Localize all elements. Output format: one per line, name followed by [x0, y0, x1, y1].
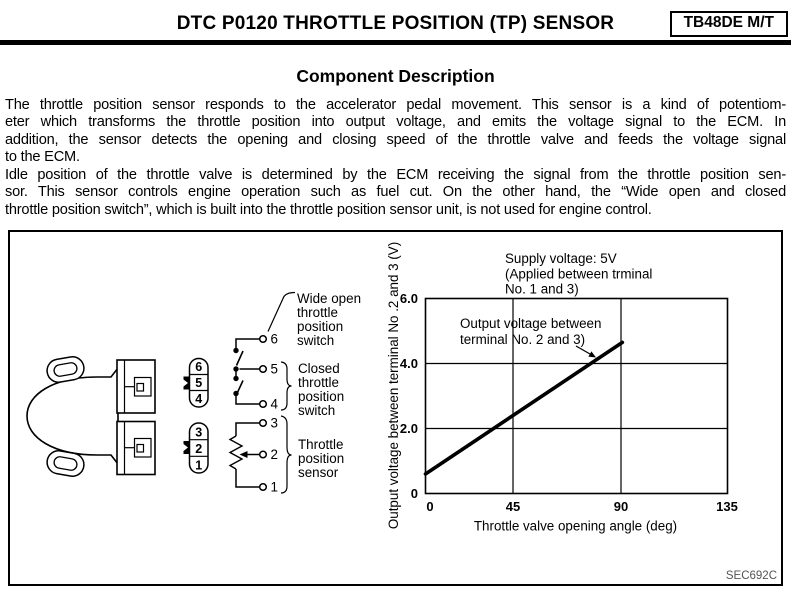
figure-code: SEC692C	[725, 570, 777, 582]
pin-label: 3	[195, 425, 203, 440]
pin-label: 6	[195, 360, 203, 374]
page-title: DTC P0120 THROTTLE POSITION (TP) SENSOR	[176, 13, 615, 34]
pin-label: 2	[195, 442, 203, 456]
tp-sensor-label: sensor	[298, 465, 339, 480]
terminal-label: 3	[270, 415, 278, 431]
y-tick-label: 0	[410, 486, 418, 501]
wiper-arrow	[240, 451, 248, 458]
pin-label: 1	[195, 458, 203, 473]
connector-pin-block-lower	[184, 423, 209, 473]
paragraph-line: to the ECM.	[5, 149, 80, 166]
supply-voltage-note: No. 1 and 3)	[505, 281, 579, 297]
wide-open-switch-symbol	[233, 339, 259, 372]
paragraph-line: eter which transforms the throttle position into output voltage, and emits the voltage signal to the ECM. In	[5, 114, 786, 131]
wide-open-pointer-line	[268, 293, 295, 332]
x-tick-label: 45	[505, 499, 521, 514]
paragraph-line: sor. This sensor controls engine operation such as fuel cut. On the other hand, the “Wide open and closed	[5, 184, 786, 201]
closed-switch-label: Closed	[298, 361, 340, 376]
header-rule	[0, 40, 791, 45]
closed-switch-symbol	[233, 369, 259, 404]
section-heading: Component Description	[296, 66, 495, 86]
paragraph-line: The throttle position sensor responds to the accelerator pedal movement. This sensor is a kind of potentiom-	[5, 97, 786, 113]
y-tick-label: 6.0	[399, 291, 418, 306]
output-voltage-chart	[386, 242, 738, 534]
tp-sensor-drawing	[27, 355, 155, 478]
connector-pin-block-upper	[184, 359, 209, 408]
pin-label: 5	[195, 376, 203, 390]
terminal-circle	[260, 451, 267, 458]
supply-voltage-note: (Applied between trminal	[505, 266, 653, 282]
y-tick-label: 2.0	[399, 421, 418, 436]
terminal-label: 2	[270, 447, 278, 462]
engine-model-badge: TB48DE M/T	[670, 11, 788, 37]
sensor-connector-upper	[117, 360, 155, 413]
wide-open-switch-label: throttle	[297, 305, 338, 320]
terminal-numbers	[271, 332, 279, 495]
terminal-circle	[260, 401, 267, 408]
circuit-labels	[297, 291, 361, 480]
y-tick-label: 4.0	[399, 356, 418, 371]
paragraph-line: Idle position of the throttle valve is determined by the ECM receiving the signal from the throttle position sen-	[5, 166, 786, 183]
x-tick-label: 135	[716, 499, 738, 514]
x-axis-label: Throttle valve opening angle (deg)	[473, 518, 678, 534]
terminal-circle	[260, 366, 267, 373]
closed-switch-brace	[281, 362, 292, 410]
paragraph-line: throttle position switch”, which is built into the throttle position sensor unit, is not used for engine control.	[5, 201, 652, 218]
terminal-label: 4	[270, 396, 278, 412]
x-tick-label: 90	[613, 499, 629, 514]
sensor-connector-lower	[117, 422, 155, 475]
tp-sensor-label: position	[298, 451, 345, 466]
terminal-circle	[260, 484, 267, 491]
x-tick-label: 0	[426, 499, 434, 514]
y-axis-label: Output voltage between terminal No .2 and 3 (V)	[386, 241, 401, 530]
pin-label: 4	[195, 392, 203, 406]
sensor-brace	[281, 416, 292, 493]
terminal-circle	[260, 420, 267, 427]
terminal-label: 5	[270, 361, 278, 377]
tp-sensor-figure	[8, 230, 783, 586]
annotation-arrow-head	[588, 351, 596, 357]
terminal-label: 1	[270, 479, 278, 495]
potentiometer-symbol	[230, 423, 260, 487]
component-description-text	[5, 97, 786, 219]
circuit-schematic	[230, 293, 295, 494]
closed-switch-label: position	[298, 389, 345, 404]
paragraph-line: addition, the sensor detects the opening and closing speed of the throttle valve and feeds the voltage signal	[5, 131, 786, 148]
supply-voltage-note: Supply voltage: 5V	[505, 251, 617, 266]
annotation-arrow-line	[576, 346, 590, 354]
wide-open-switch-label: switch	[297, 333, 335, 348]
terminal-label: 6	[270, 331, 278, 347]
output-voltage-note: terminal No. 2 and 3)	[460, 332, 586, 347]
output-voltage-line	[426, 342, 623, 474]
wide-open-switch-label: position	[297, 319, 344, 334]
closed-switch-label: throttle	[298, 375, 339, 390]
wide-open-switch-label: Wide open	[297, 291, 362, 306]
terminal-circle	[260, 336, 267, 343]
tp-sensor-label: Throttle	[298, 437, 344, 452]
sensor-body	[27, 368, 118, 464]
closed-switch-label: switch	[298, 403, 336, 418]
output-voltage-note: Output voltage between	[460, 316, 602, 331]
